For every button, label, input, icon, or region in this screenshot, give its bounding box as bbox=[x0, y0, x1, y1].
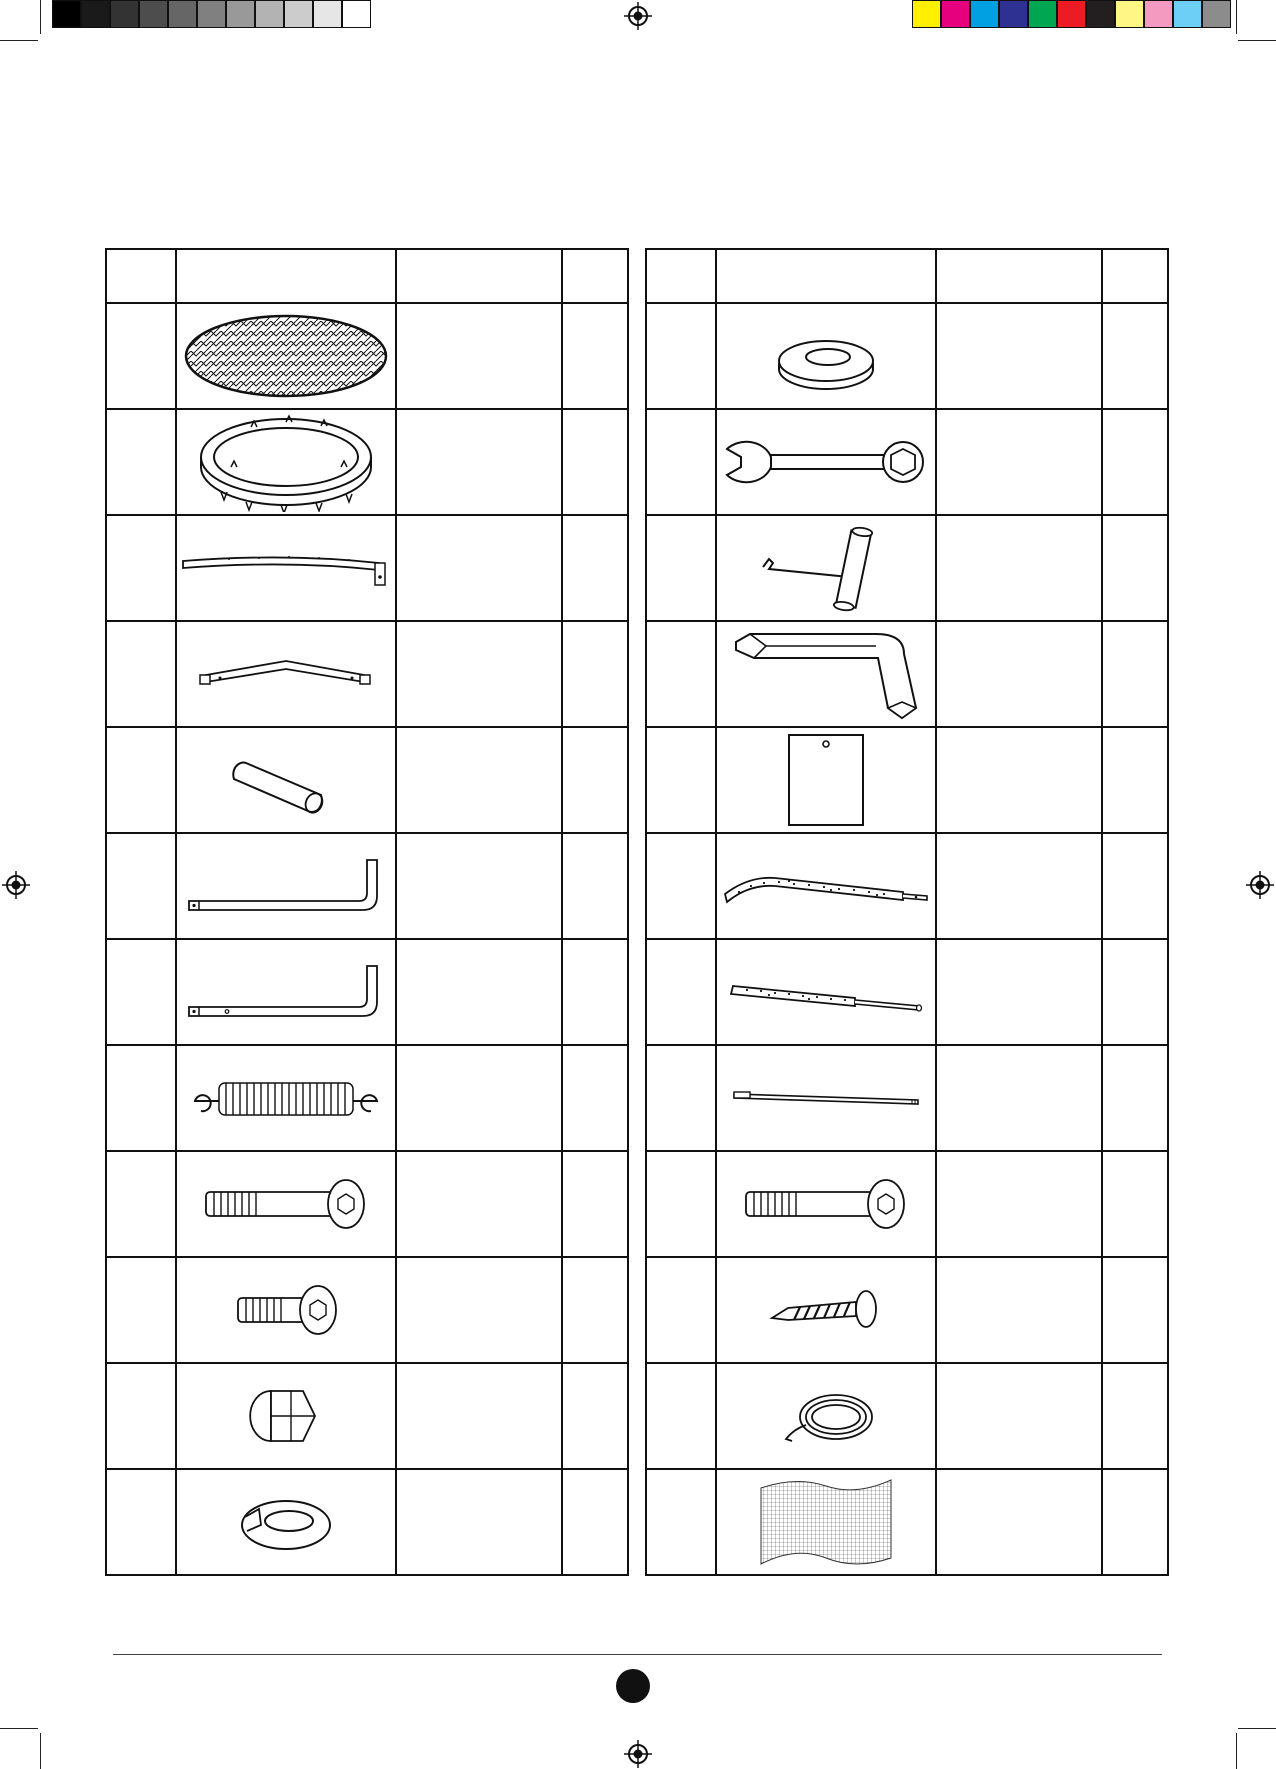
warning-label-icon bbox=[786, 732, 866, 828]
part-picture-cell bbox=[176, 621, 396, 727]
table-row bbox=[106, 939, 628, 1045]
part-picture-cell bbox=[176, 515, 396, 621]
cap-nut-icon bbox=[241, 1381, 331, 1451]
header-cell-picture bbox=[176, 249, 396, 303]
crop-mark-top-left-v bbox=[40, 0, 41, 34]
short-hex-bolt-icon bbox=[226, 1280, 346, 1340]
part-number-cell bbox=[646, 303, 716, 409]
parts-table-left bbox=[105, 248, 629, 1576]
part-qty-cell bbox=[562, 833, 628, 939]
part-number-cell bbox=[106, 1363, 176, 1469]
header-cell-description bbox=[936, 249, 1102, 303]
spring-washer-icon bbox=[231, 1487, 341, 1557]
part-qty-cell bbox=[562, 409, 628, 515]
header-cell-no bbox=[106, 249, 176, 303]
safety-net-icon bbox=[751, 1474, 901, 1570]
part-number-cell bbox=[106, 1469, 176, 1575]
long-hex-bolt-icon bbox=[736, 1174, 916, 1234]
color-swatch-7 bbox=[1086, 0, 1115, 28]
header-cell-no bbox=[646, 249, 716, 303]
part-description-cell bbox=[936, 939, 1102, 1045]
table-row bbox=[646, 515, 1168, 621]
part-description-cell bbox=[396, 1257, 562, 1363]
part-description-cell bbox=[396, 303, 562, 409]
grayscale-swatch-5 bbox=[168, 0, 197, 28]
trampoline-mat-icon bbox=[181, 311, 391, 401]
color-swatch-11 bbox=[1202, 0, 1231, 28]
color-swatch-10 bbox=[1173, 0, 1202, 28]
grayscale-swatch-11 bbox=[342, 0, 371, 28]
header-cell-qty bbox=[1102, 249, 1168, 303]
part-description-cell bbox=[396, 409, 562, 515]
wood-screw-icon bbox=[766, 1280, 886, 1340]
part-qty-cell bbox=[1102, 409, 1168, 515]
table-row bbox=[646, 621, 1168, 727]
part-qty-cell bbox=[1102, 1469, 1168, 1575]
table-row bbox=[646, 1151, 1168, 1257]
part-number-cell bbox=[106, 303, 176, 409]
part-number-cell bbox=[106, 1151, 176, 1257]
part-number-cell bbox=[646, 939, 716, 1045]
part-qty-cell bbox=[1102, 727, 1168, 833]
header-cell-picture bbox=[716, 249, 936, 303]
part-picture-cell bbox=[176, 1469, 396, 1575]
part-number-cell bbox=[646, 1363, 716, 1469]
color-swatch-8 bbox=[1115, 0, 1144, 28]
grayscale-calibration-bar bbox=[52, 0, 371, 30]
part-description-cell bbox=[936, 727, 1102, 833]
part-number-cell bbox=[646, 1045, 716, 1151]
part-description-cell bbox=[396, 1469, 562, 1575]
crop-mark-bottom-right-v bbox=[1236, 1733, 1237, 1769]
part-picture-cell bbox=[716, 833, 936, 939]
part-number-cell bbox=[106, 1045, 176, 1151]
part-number-cell bbox=[106, 727, 176, 833]
bent-frame-tube-icon bbox=[196, 649, 376, 699]
part-picture-cell bbox=[716, 1045, 936, 1151]
parts-table-right bbox=[645, 248, 1169, 1576]
part-description-cell bbox=[396, 1363, 562, 1469]
part-picture-cell bbox=[176, 833, 396, 939]
part-picture-cell bbox=[176, 303, 396, 409]
part-number-cell bbox=[106, 833, 176, 939]
grayscale-swatch-7 bbox=[226, 0, 255, 28]
part-description-cell bbox=[396, 515, 562, 621]
foam-sleeve-icon bbox=[226, 745, 346, 815]
part-qty-cell bbox=[1102, 1257, 1168, 1363]
part-number-cell bbox=[646, 1151, 716, 1257]
color-swatch-9 bbox=[1144, 0, 1173, 28]
part-number-cell bbox=[646, 1469, 716, 1575]
part-picture-cell bbox=[176, 939, 396, 1045]
page-number-badge-icon bbox=[616, 1669, 650, 1703]
table-row bbox=[106, 1257, 628, 1363]
part-picture-cell bbox=[176, 409, 396, 515]
table-header-row bbox=[646, 249, 1168, 303]
table-header-row bbox=[106, 249, 628, 303]
part-description-cell bbox=[936, 303, 1102, 409]
part-description-cell bbox=[396, 1045, 562, 1151]
part-description-cell bbox=[396, 621, 562, 727]
table-row bbox=[646, 1363, 1168, 1469]
part-picture-cell bbox=[716, 1469, 936, 1575]
grayscale-swatch-2 bbox=[81, 0, 110, 28]
crosshair-registration-icon bbox=[624, 2, 652, 30]
part-description-cell bbox=[936, 515, 1102, 621]
part-picture-cell bbox=[176, 1151, 396, 1257]
part-number-cell bbox=[646, 515, 716, 621]
grayscale-swatch-6 bbox=[197, 0, 226, 28]
part-qty-cell bbox=[562, 939, 628, 1045]
table-row bbox=[646, 727, 1168, 833]
part-picture-cell bbox=[716, 621, 936, 727]
crosshair-registration-icon bbox=[2, 871, 30, 899]
part-number-cell bbox=[106, 409, 176, 515]
header-cell-description bbox=[396, 249, 562, 303]
table-row bbox=[106, 1469, 628, 1575]
crop-mark-top-right-h bbox=[1238, 40, 1276, 41]
allen-key-icon bbox=[726, 624, 926, 724]
part-description-cell bbox=[396, 833, 562, 939]
part-qty-cell bbox=[562, 621, 628, 727]
padded-straight-pole-icon bbox=[719, 962, 933, 1022]
color-calibration-bar bbox=[912, 0, 1231, 30]
l-leg-tube-icon bbox=[181, 856, 391, 916]
part-description-cell bbox=[936, 1257, 1102, 1363]
table-row bbox=[106, 727, 628, 833]
part-qty-cell bbox=[1102, 939, 1168, 1045]
l-leg-tube-with-hole-icon bbox=[181, 962, 391, 1022]
crosshair-registration-icon bbox=[1246, 871, 1274, 899]
color-swatch-4 bbox=[999, 0, 1028, 28]
part-description-cell bbox=[936, 1151, 1102, 1257]
table-row bbox=[106, 409, 628, 515]
part-description-cell bbox=[396, 1151, 562, 1257]
coiled-cord-icon bbox=[766, 1381, 886, 1451]
part-description-cell bbox=[936, 833, 1102, 939]
part-number-cell bbox=[646, 1257, 716, 1363]
long-hex-bolt-icon bbox=[196, 1174, 376, 1234]
grayscale-swatch-8 bbox=[255, 0, 284, 28]
part-picture-cell bbox=[716, 939, 936, 1045]
part-picture-cell bbox=[176, 727, 396, 833]
table-row bbox=[106, 515, 628, 621]
table-row bbox=[646, 303, 1168, 409]
part-qty-cell bbox=[562, 727, 628, 833]
part-description-cell bbox=[936, 1469, 1102, 1575]
table-row bbox=[646, 1469, 1168, 1575]
header-cell-qty bbox=[562, 249, 628, 303]
color-swatch-3 bbox=[970, 0, 999, 28]
spring-icon bbox=[181, 1073, 391, 1123]
part-picture-cell bbox=[716, 1151, 936, 1257]
part-description-cell bbox=[936, 621, 1102, 727]
part-number-cell bbox=[106, 939, 176, 1045]
part-qty-cell bbox=[1102, 1045, 1168, 1151]
grayscale-swatch-4 bbox=[139, 0, 168, 28]
color-swatch-6 bbox=[1057, 0, 1086, 28]
part-qty-cell bbox=[562, 1045, 628, 1151]
footer-rule bbox=[113, 1654, 1162, 1655]
part-picture-cell bbox=[716, 303, 936, 409]
table-row bbox=[106, 621, 628, 727]
part-qty-cell bbox=[1102, 303, 1168, 409]
part-picture-cell bbox=[716, 727, 936, 833]
flat-washer-icon bbox=[771, 321, 881, 391]
part-description-cell bbox=[936, 1363, 1102, 1469]
grayscale-swatch-9 bbox=[284, 0, 313, 28]
table-row bbox=[106, 303, 628, 409]
color-swatch-1 bbox=[912, 0, 941, 28]
color-swatch-5 bbox=[1028, 0, 1057, 28]
spring-puller-tool-icon bbox=[751, 523, 901, 613]
grayscale-swatch-3 bbox=[110, 0, 139, 28]
part-number-cell bbox=[646, 621, 716, 727]
table-row bbox=[106, 833, 628, 939]
grayscale-swatch-1 bbox=[52, 0, 81, 28]
part-description-cell bbox=[396, 727, 562, 833]
table-row bbox=[106, 1363, 628, 1469]
part-picture-cell bbox=[716, 515, 936, 621]
part-qty-cell bbox=[1102, 833, 1168, 939]
part-qty-cell bbox=[1102, 1151, 1168, 1257]
part-number-cell bbox=[646, 409, 716, 515]
part-description-cell bbox=[396, 939, 562, 1045]
part-qty-cell bbox=[562, 1257, 628, 1363]
table-row bbox=[106, 1151, 628, 1257]
spring-pad-icon bbox=[191, 412, 381, 512]
color-swatch-2 bbox=[941, 0, 970, 28]
table-row bbox=[106, 1045, 628, 1151]
part-qty-cell bbox=[562, 1363, 628, 1469]
part-description-cell bbox=[936, 409, 1102, 515]
part-number-cell bbox=[106, 621, 176, 727]
padded-curved-pole-icon bbox=[719, 856, 933, 916]
part-qty-cell bbox=[562, 1469, 628, 1575]
part-qty-cell bbox=[562, 1151, 628, 1257]
part-picture-cell bbox=[176, 1363, 396, 1469]
part-qty-cell bbox=[1102, 515, 1168, 621]
crop-mark-bottom-left-h bbox=[0, 1728, 38, 1729]
part-qty-cell bbox=[562, 515, 628, 621]
part-picture-cell bbox=[716, 409, 936, 515]
part-picture-cell bbox=[176, 1045, 396, 1151]
part-picture-cell bbox=[176, 1257, 396, 1363]
part-qty-cell bbox=[1102, 1363, 1168, 1469]
crop-mark-bottom-right-h bbox=[1238, 1728, 1276, 1729]
table-row bbox=[646, 939, 1168, 1045]
table-row bbox=[646, 833, 1168, 939]
part-picture-cell bbox=[716, 1257, 936, 1363]
part-picture-cell bbox=[716, 1363, 936, 1469]
thin-rod-icon bbox=[726, 1078, 926, 1118]
part-number-cell bbox=[106, 1257, 176, 1363]
table-row bbox=[646, 1045, 1168, 1151]
crop-mark-top-right-v bbox=[1236, 0, 1237, 34]
table-row bbox=[646, 409, 1168, 515]
crosshair-registration-icon bbox=[624, 1740, 652, 1768]
part-number-cell bbox=[646, 727, 716, 833]
part-qty-cell bbox=[1102, 621, 1168, 727]
part-number-cell bbox=[646, 833, 716, 939]
crop-mark-bottom-left-v bbox=[40, 1733, 41, 1769]
curved-frame-tube-icon bbox=[179, 543, 393, 593]
part-description-cell bbox=[936, 1045, 1102, 1151]
wrench-icon bbox=[721, 427, 931, 497]
grayscale-swatch-10 bbox=[313, 0, 342, 28]
part-qty-cell bbox=[562, 303, 628, 409]
table-row bbox=[646, 1257, 1168, 1363]
part-number-cell bbox=[106, 515, 176, 621]
crop-mark-top-left-h bbox=[0, 40, 38, 41]
